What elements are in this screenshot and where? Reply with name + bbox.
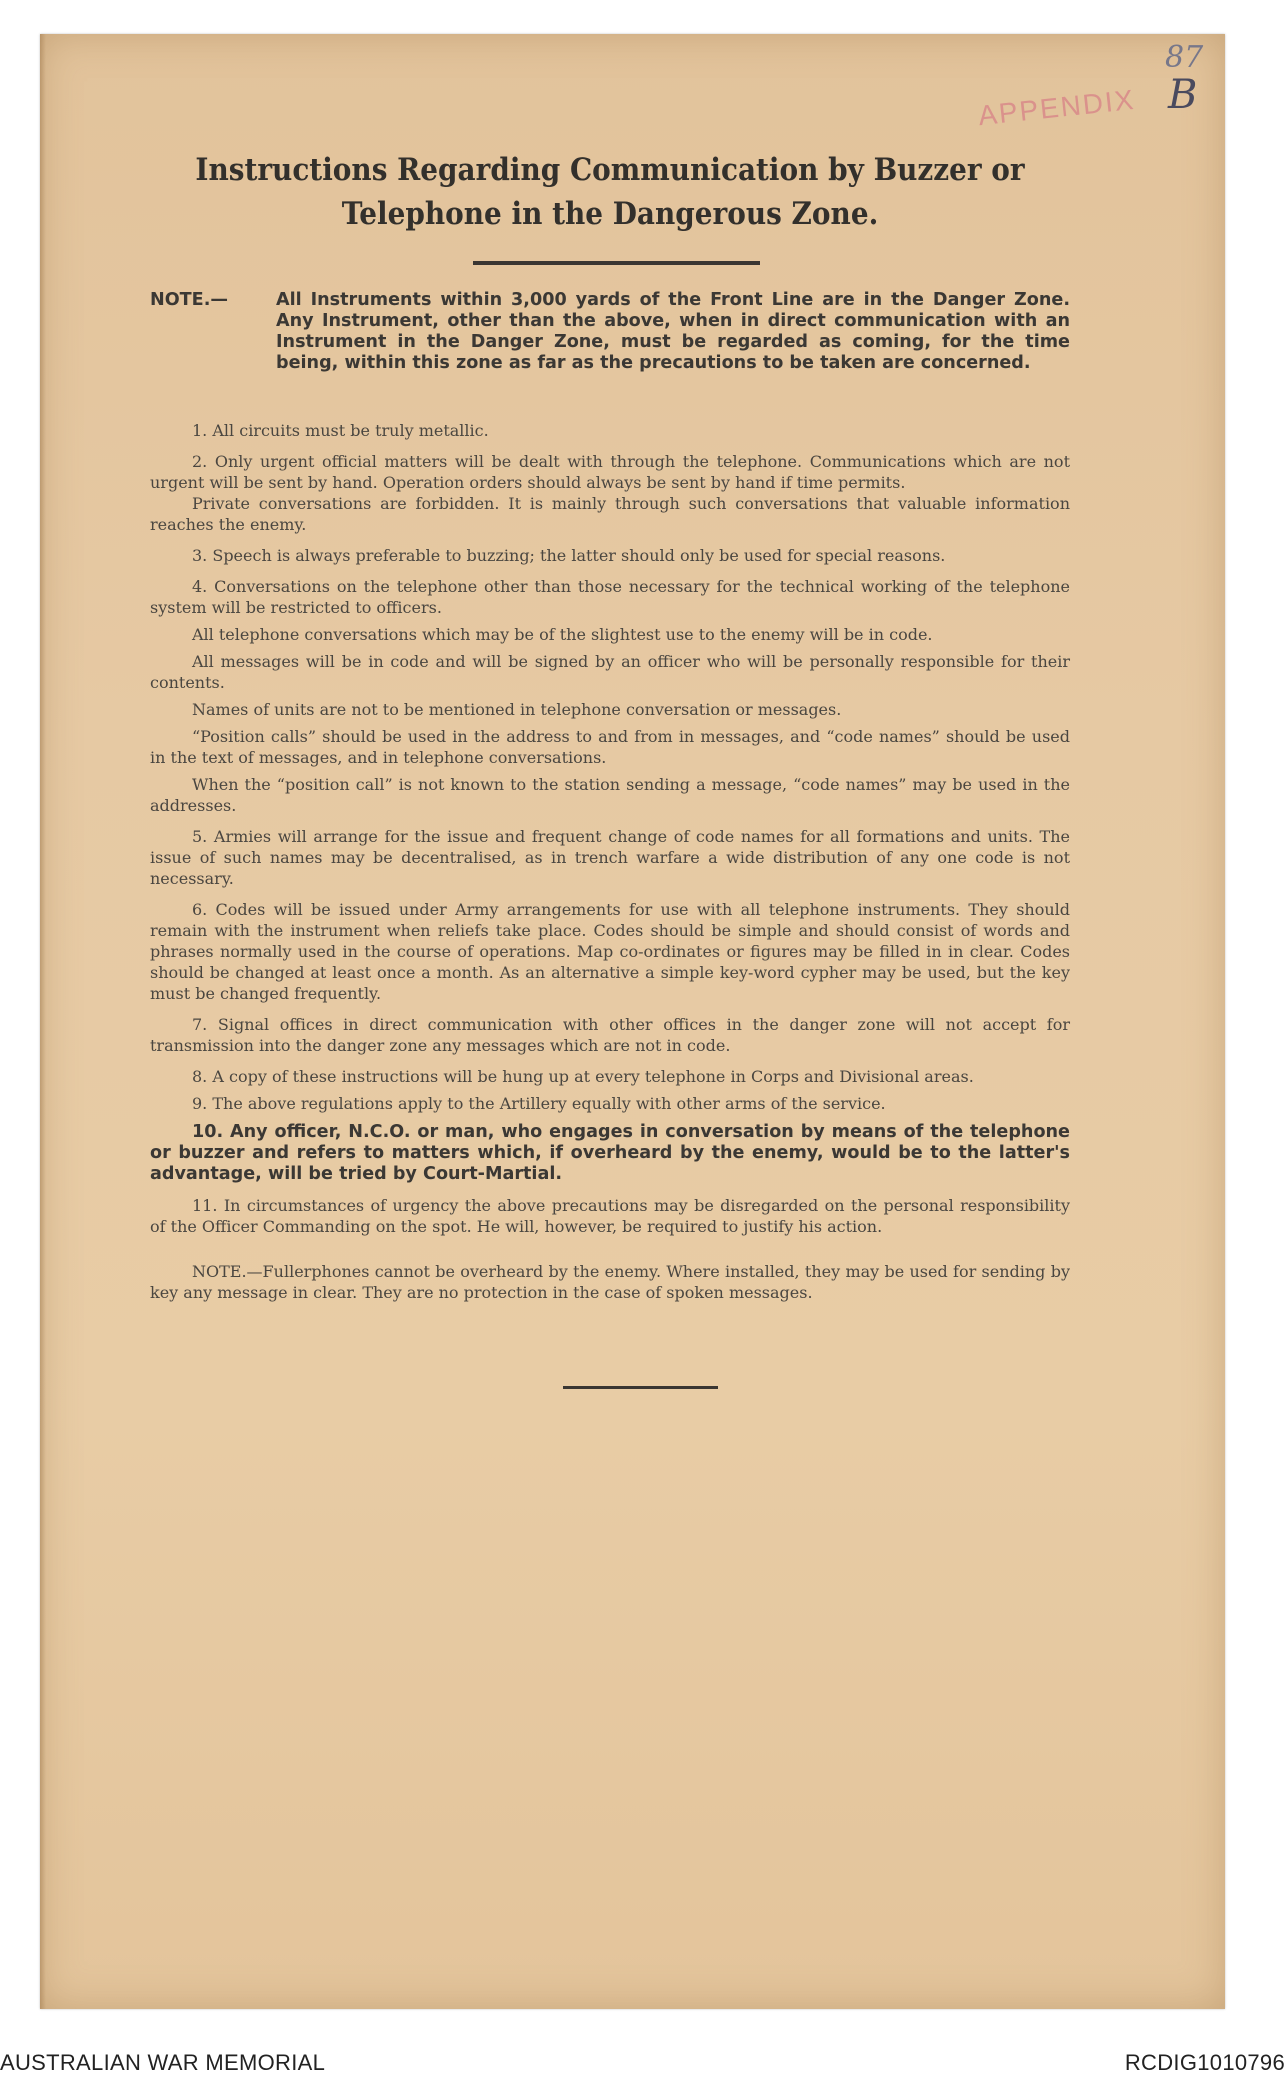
title-line-2: Telephone in the Dangerous Zone. [341,196,879,232]
paragraph-1: 1. All circuits must be truly metallic. [192,421,489,440]
paragraph-2-private: Private conversations are forbidden. It is mainly through such conversations that valuable information reaches the enemy. [150,494,1070,534]
paragraph-4-position-calls: “Position calls” should be used in the address to and from in messages, and “code names” should be used in the text of messages, and in telephone conversations. [150,727,1070,767]
title-underline [473,261,760,265]
danger-zone-note [150,290,1070,374]
paragraph-2: 2. Only urgent official matters will be dealt with through the telephone. Communications which are not urgent will be sent by hand. Operation orders should always be sent by hand if time permits. [150,452,1070,492]
paragraph-9: 9. The above regulations apply to the Artillery equally with other arms of the service. [192,1094,886,1113]
instructions-body [150,420,1070,1309]
paragraph-4-messages: All messages will be in code and will be signed by an officer who will be personally responsible for their contents. [150,652,1070,692]
footer-record-id: RCDIG1010796 [1124,2050,1285,2075]
title-line-1: Instructions Regarding Communication by Buzzer or [195,152,1025,188]
paragraph-7: 7. Signal offices in direct communication with other offices in the danger zone will not accept for transmission into the danger zone any messages which are not in code. [150,1015,1070,1055]
appendix-stamp: APPENDIX [976,83,1137,132]
footer-institution: AUSTRALIAN WAR MEMORIAL [0,2050,326,2075]
paragraph-10: 10. Any officer, N.C.O. or man, who engages in conversation by means of the telephone or buzzer and refers to matters which, if overheard by the enemy, would be to the latter's advantage, will be tried by Court-Martial. [150,1122,1070,1184]
section-divider [563,1386,718,1389]
paragraph-3: 3. Speech is always preferable to buzzing; the latter should only be used for special reasons. [192,546,946,565]
sheet-left-edge [40,34,46,2009]
paragraph-8: 8. A copy of these instructions will be hung up at every telephone in Corps and Divisional areas. [192,1067,974,1086]
paragraph-5: 5. Armies will arrange for the issue and frequent change of code names for all formations and units. The issue of such names may be decentralised, as in trench warfare a wide distribution of any one code is not necessary. [150,827,1070,888]
paragraph-4-addresses: When the “position call” is not known to the station sending a message, “code names” may be used in the addresses. [150,775,1070,815]
paragraph-11: 11. In circumstances of urgency the above precautions may be disregarded on the personal responsibility of the Officer Commanding on the spot. He will, however, be required to justify his action. [150,1196,1070,1236]
paragraph-6: 6. Codes will be issued under Army arrangements for use with all telephone instruments. They should remain with the instrument when reliefs take place. Codes should be simple and should consist of words and phrases normally used in the course of operations. Map co-ordinates or figures may be filled in in clear. Codes should be changed at least once a month. As an alternative a simple key-word cypher may be used, but the key must be changed frequently. [150,900,1070,1003]
paragraph-4-code: All telephone conversations which may be of the slightest use to the enemy will be in code. [192,625,933,644]
note-lead: NOTE.— [150,290,228,310]
paragraph-4: 4. Conversations on the telephone other than those necessary for the technical working of the telephone system will be restricted to officers. [150,577,1070,617]
handwritten-appendix-letter: B [1168,72,1198,118]
document-title [187,148,1033,236]
note-text: All Instruments within 3,000 yards of the Front Line are in the Danger Zone. Any Instrument, other than the above, when in direct communication with an Instrument in the Danger Zone, must be regarded as coming, for the time being, within this zone as far as the precautions to be taken are concerned. [276,290,1070,373]
handwritten-page-number: 87 [1165,40,1204,75]
paragraph-4-units: Names of units are not to be mentioned in telephone conversation or messages. [192,700,842,719]
fullerphone-note: NOTE.—Fullerphones cannot be overheard by the enemy. Where installed, they may be used for sending by key any message in clear. They are no protection in the case of spoken messages. [150,1262,1070,1302]
